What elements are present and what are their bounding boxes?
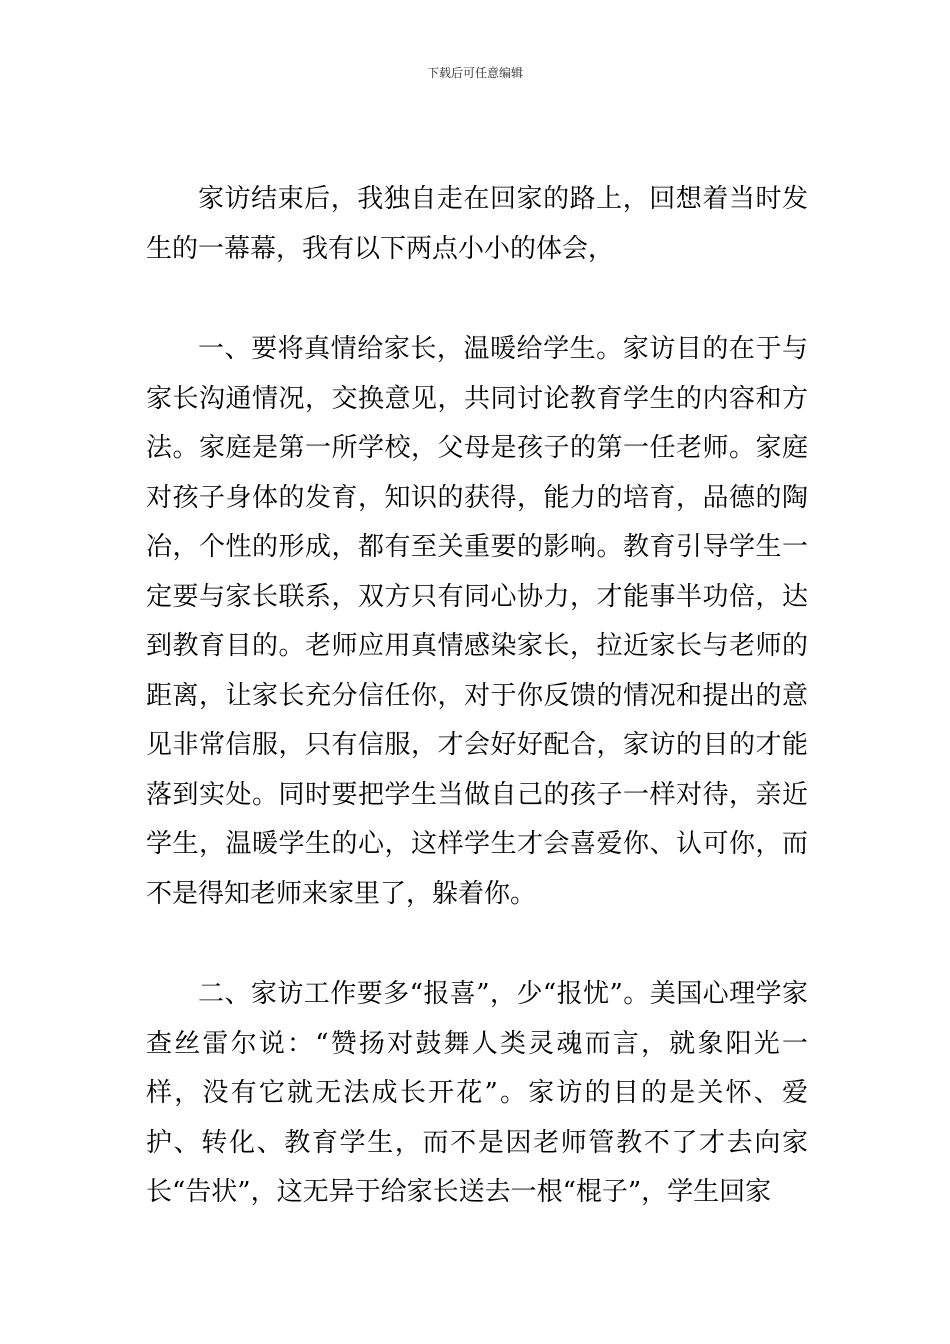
- page-header: 下载后可任意编辑: [426, 66, 523, 80]
- document-body: [146, 175, 808, 1218]
- paragraph-1: 家访结束后，我独自走在回家的路上，回想着当时发生的一幕幕，我有以下两点小小的体会，: [146, 184, 808, 264]
- paragraph-3: 二、家访工作要多“报喜”，少“报忧”。美国心理学家查丝雷尔说：“赞扬对鼓舞人类灵魂而言，就象阳光一样，没有它就无法成长开花”。家访的目的是关怀、爱护、转化、教育学生，而不是因老师管教不了才去向家长“告状”，这无异于给家长送去一根“棍子”，学生回家: [146, 979, 808, 1207]
- paragraph-2: 一、要将真情给家长，温暖给学生。家访目的在于与家长沟通情况，交换意见，共同讨论教育学生的内容和方法。家庭是第一所学校，父母是孩子的第一任老师。家庭对孩子身体的发育，知识的获得，能力的培育，品德的陶冶，个性的形成，都有至关重要的影响。教育引导学生一定要与家长联系，双方只有同心协力，才能事半功倍，达到教育目的。老师应用真情感染家长，拉近家长与老师的距离，让家长充分信任你，对于你反馈的情况和提出的意见非常信服，只有信服，才会好好配合，家访的目的才能落到实处。同时要把学生当做自己的孩子一样对待，亲近学生，温暖学生的心，这样学生才会喜爱你、认可你，而不是得知老师来家里了，躲着你。: [146, 334, 808, 909]
